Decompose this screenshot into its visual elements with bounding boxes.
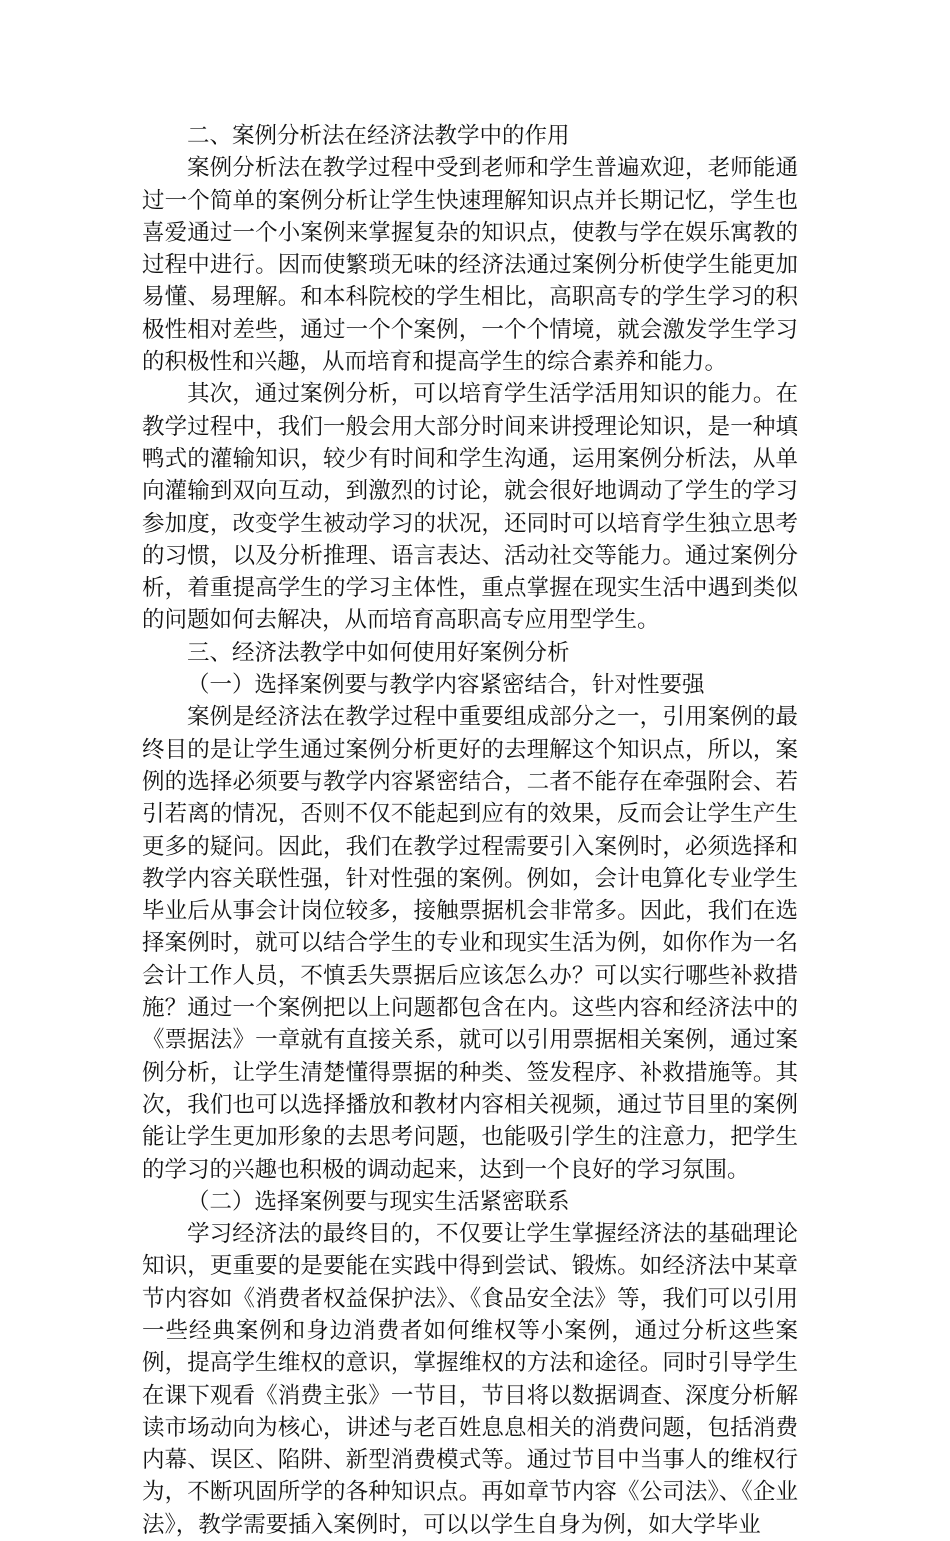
paragraph: 案例是经济法在教学过程中重要组成部分之一，引用案例的最终目的是让学生通过案例分析更好的去理解这个知识点，所以，案例的选择必须要与教学内容紧密结合，二者不能存在牵强附会、若引若离的情况，否则不仅不能起到应有的效果，反而会让学生产生更多的疑问。因此，我们在教学过程需要引入案例时，必须选择和教学内容关联性强，针对性强的案例。例如，会计电算化专业学生毕业后从事会计岗位较多，接触票据机会非常多。因此，我们在选择案例时，就可以结合学生的专业和现实生活为例，如你作为一名会计工作人员，不慎丢失票据后应该怎么办？可以实行哪些补救措施？通过一个案例把以上问题都包含在内。这些内容和经济法中的《票据法》一章就有直接关系，就可以引用票据相关案例，通过案例分析，让学生清楚懂得票据的种类、签发程序、补救措施等。其次，我们也可以选择播放和教材内容相关视频，通过节目里的案例能让学生更加形象的去思考问题，也能吸引学生的注意力，把学生的学习的兴趣也积极的调动起来，达到一个良好的学习氛围。 <box>142 704 798 1183</box>
subsection-heading-1: （一）选择案例要与教学内容紧密结合，针对性要强 <box>187 672 705 699</box>
subsection-heading-2: （二）选择案例要与现实生活紧密联系 <box>187 1188 570 1215</box>
paragraph: 学习经济法的最终目的，不仅要让学生掌握经济法的基础理论知识，更重要的是要能在实践中得到尝试、锻炼。如经济法中某章节内容如《消费者权益保护法》、《食品安全法》等，我们可以引用一些经典案例和身边消费者如何维权等小案例，通过分析这些案例，提高学生维权的意识，掌握维权的方法和途径。同时引导学生在课下观看《消费主张》一节目，节目将以数据调查、深度分析解读市场动向为核心，讲述与老百姓息息相关的消费问题，包括消费内幕、误区、陷阱、新型消费模式等。通过节目中当事人的维权行为，不断巩固所学的各种知识点。再如章节内容《公司法》、《企业法》，教学需要插入案例时，可以以学生自身为例，如大学毕业 <box>142 1221 798 1538</box>
document-body <box>142 120 798 1541</box>
section-heading-3: 三、经济法教学中如何使用好案例分析 <box>187 639 570 666</box>
paragraph: 案例分析法在教学过程中受到老师和学生普遍欢迎，老师能通过一个简单的案例分析让学生快速理解知识点并长期记忆，学生也喜爱通过一个小案例来掌握复杂的知识点，使教与学在娱乐寓教的过程中进行。因而使繁琐无味的经济法通过案例分析使学生能更加易懂、易理解。和本科院校的学生相比，高职高专的学生学习的积极性相对差些，通过一个个案例，一个个情境，就会激发学生学习的积极性和兴趣，从而培育和提高学生的综合素养和能力。 <box>142 155 798 376</box>
section-heading-2: 二、案例分析法在经济法教学中的作用 <box>187 123 570 149</box>
paragraph: 其次，通过案例分析，可以培育学生活学活用知识的能力。在教学过程中，我们一般会用大部分时间来讲授理论知识，是一种填鸭式的灌输知识，较少有时间和学生沟通，运用案例分析法，从单向灌输到双向互动，到激烈的讨论，就会很好地调动了学生的学习参加度，改变学生被动学习的状况，还同时可以培育学生独立思考的习惯，以及分析推理、语言表达、活动社交等能力。通过案例分析，着重提高学生的学习主体性，重点掌握在现实生活中遇到类似的问题如何去解决，从而培育高职高专应用型学生。 <box>142 381 798 634</box>
